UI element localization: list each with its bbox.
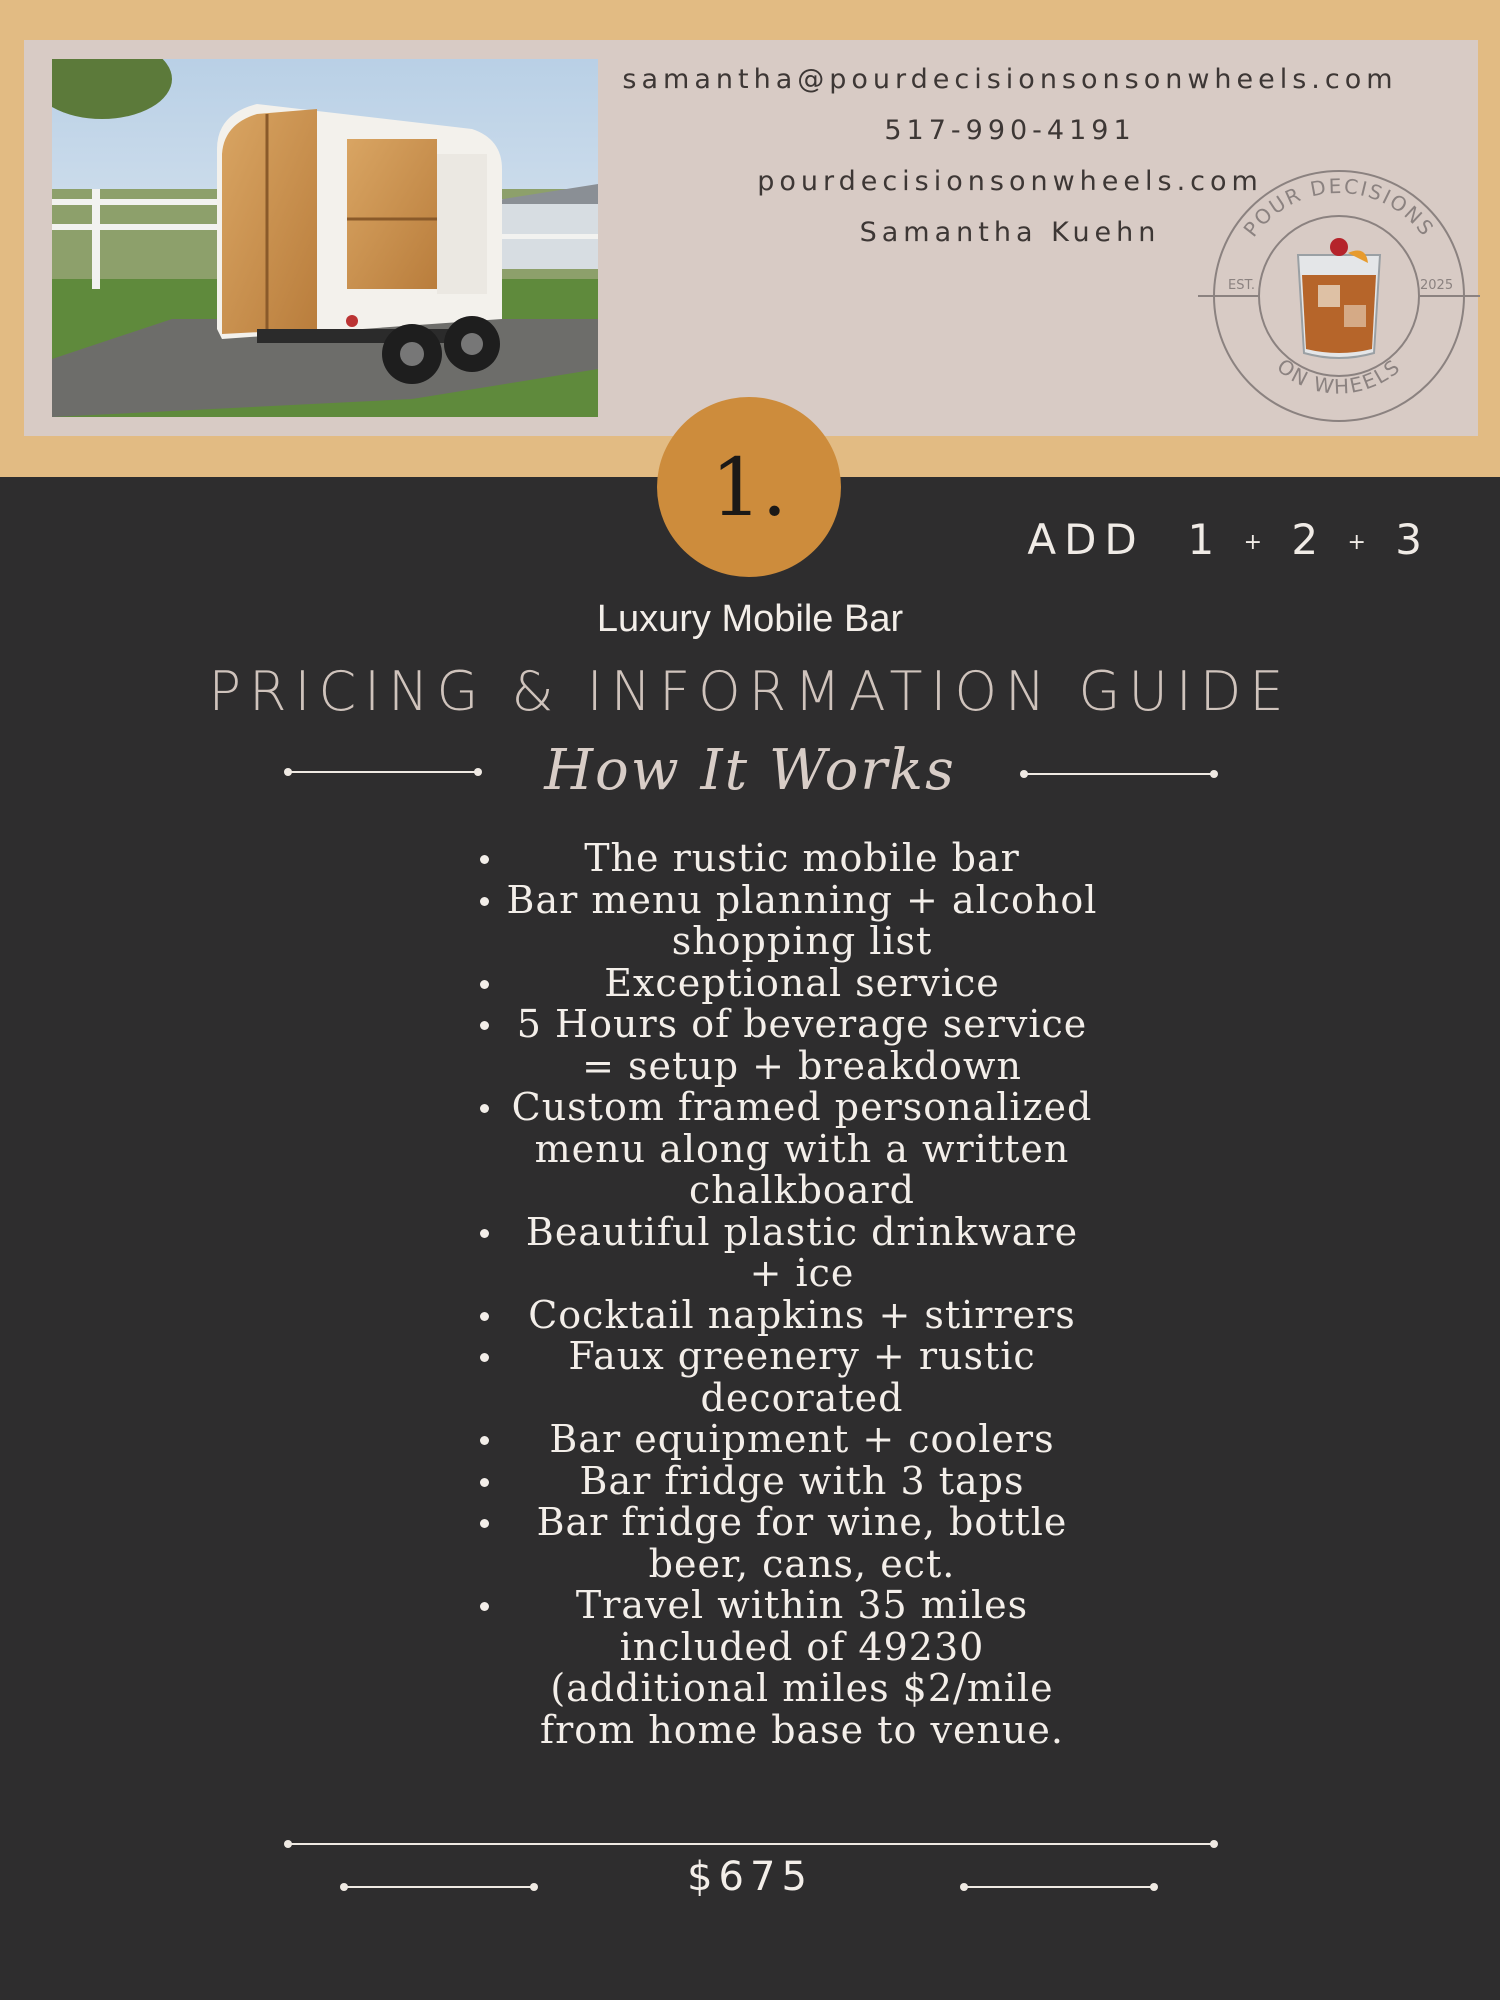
mobile-bar-trailer-photo (52, 59, 598, 417)
list-item: Bar equipment + coolers (480, 1419, 1100, 1461)
logo-year: 2025 (1420, 278, 1454, 293)
section-title: How It Works (544, 738, 956, 803)
feature-list (480, 838, 1100, 1751)
logo-bottom-text: ON WHEELS (1272, 353, 1406, 399)
svg-text:POUR DECISIONS (1239, 174, 1440, 241)
right-divider (1024, 773, 1214, 775)
price: $675 (687, 1854, 813, 1900)
subtitle: Luxury Mobile Bar (596, 598, 904, 640)
list-item: The rustic mobile bar (480, 838, 1100, 880)
pour-decisions-logo (1198, 165, 1480, 427)
add-label-text: ADD (1027, 515, 1145, 564)
website-text[interactable]: pourdecisionsonwheels.com (757, 166, 1263, 197)
list-item: Cocktail napkins + stirrers (480, 1295, 1100, 1337)
list-item: Bar fridge with 3 taps (480, 1461, 1100, 1503)
bottom-divider (288, 1843, 1214, 1845)
list-item: Custom framed personalized menu along with a written chalkboard (480, 1087, 1100, 1212)
price-right-divider (964, 1886, 1154, 1888)
add-on-options (960, 515, 1430, 564)
package-number-badge: 1. (657, 397, 841, 577)
logo-top-text: POUR DECISIONS (1238, 173, 1440, 242)
list-item: Bar menu planning + alcohol shopping list (480, 880, 1100, 963)
list-item: Exceptional service (480, 963, 1100, 1005)
cherry-icon (1330, 238, 1348, 256)
svg-text:ON WHEELS (1273, 354, 1406, 399)
list-item: 5 Hours of beverage service = setup + breakdown (480, 1004, 1100, 1087)
add-on-1: 1 (1187, 515, 1223, 564)
add-on-2: 2 (1291, 515, 1327, 564)
plus-sign: + (1243, 530, 1271, 555)
contact-name: Samantha Kuehn (859, 217, 1161, 248)
phone-text[interactable]: 517-990-4191 (884, 115, 1136, 146)
add-on-3: 3 (1395, 515, 1430, 564)
email-text[interactable]: samantha@pourdecisionsonsonwheels.com (622, 64, 1398, 95)
guide-title: PRICING & INFORMATION GUIDE (208, 660, 1292, 723)
list-item: Travel within 35 miles included of 49230 (additional miles $2/mile from home base to venue. (480, 1585, 1100, 1751)
logo-est-label: EST. (1228, 278, 1255, 293)
list-item: Beautiful plastic drinkware + ice (480, 1212, 1100, 1295)
list-item: Faux greenery + rustic decorated (480, 1336, 1100, 1419)
list-item: Bar fridge for wine, bottle beer, cans, ect. (480, 1502, 1100, 1585)
plus-sign: + (1347, 530, 1374, 555)
